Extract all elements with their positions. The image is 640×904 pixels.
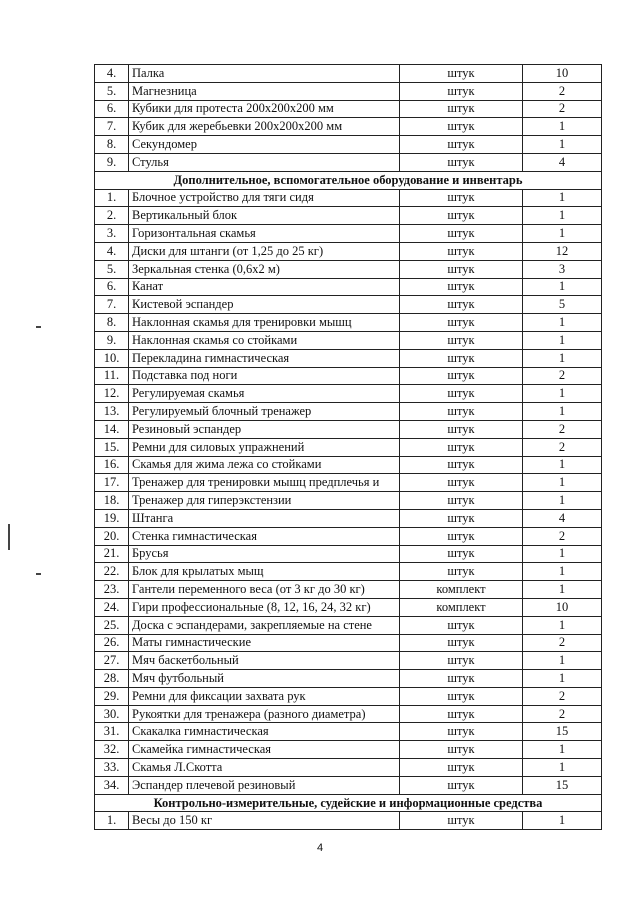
unit-cell: штук [400, 812, 523, 830]
unit-cell: штук [400, 616, 523, 634]
item-name: Скамья для жима лежа со стойками [129, 456, 400, 474]
table-row [95, 349, 602, 367]
unit-cell: штук [400, 509, 523, 527]
item-name: Регулируемый блочный тренажер [129, 403, 400, 421]
row-number: 29. [95, 687, 129, 705]
item-name: Резиновый эспандер [129, 420, 400, 438]
item-name: Весы до 150 кг [129, 812, 400, 830]
row-number: 4. [95, 65, 129, 83]
table-row [95, 136, 602, 154]
table-row [95, 100, 602, 118]
quantity-cell: 2 [523, 687, 602, 705]
item-name: Кубики для протеста 200х200х200 мм [129, 100, 400, 118]
quantity-cell: 1 [523, 474, 602, 492]
table-row [95, 260, 602, 278]
section-title: Контрольно-измерительные, судейские и информационные средства [95, 794, 602, 812]
item-name: Брусья [129, 545, 400, 563]
equipment-table-body [95, 65, 602, 830]
equipment-table [94, 64, 602, 830]
quantity-cell: 10 [523, 65, 602, 83]
quantity-cell: 1 [523, 492, 602, 510]
table-row [95, 207, 602, 225]
unit-cell: штук [400, 705, 523, 723]
row-number: 15. [95, 438, 129, 456]
table-row [95, 278, 602, 296]
table-row [95, 118, 602, 136]
quantity-cell: 1 [523, 563, 602, 581]
table-row [95, 509, 602, 527]
quantity-cell: 4 [523, 153, 602, 171]
row-number: 7. [95, 118, 129, 136]
unit-cell: штук [400, 260, 523, 278]
table-row [95, 225, 602, 243]
quantity-cell: 1 [523, 207, 602, 225]
quantity-cell: 1 [523, 349, 602, 367]
table-row [95, 776, 602, 794]
table-row [95, 314, 602, 332]
unit-cell: штук [400, 403, 523, 421]
item-name: Зеркальная стенка (0,6х2 м) [129, 260, 400, 278]
row-number: 5. [95, 82, 129, 100]
item-name: Палка [129, 65, 400, 83]
quantity-cell: 12 [523, 242, 602, 260]
row-number: 22. [95, 563, 129, 581]
unit-cell: штук [400, 349, 523, 367]
quantity-cell: 1 [523, 545, 602, 563]
item-name: Подставка под ноги [129, 367, 400, 385]
unit-cell: штук [400, 741, 523, 759]
row-number: 8. [95, 136, 129, 154]
unit-cell: штук [400, 314, 523, 332]
item-name: Тренажер для гиперэкстензии [129, 492, 400, 510]
unit-cell: штук [400, 296, 523, 314]
unit-cell: штук [400, 456, 523, 474]
item-name: Эспандер плечевой резиновый [129, 776, 400, 794]
unit-cell: штук [400, 385, 523, 403]
item-name: Магнезница [129, 82, 400, 100]
scan-mark [36, 326, 41, 328]
table-row [95, 723, 602, 741]
quantity-cell: 15 [523, 776, 602, 794]
table-row [95, 153, 602, 171]
quantity-cell: 1 [523, 741, 602, 759]
table-row [95, 82, 602, 100]
table-row [95, 438, 602, 456]
table-row [95, 616, 602, 634]
item-name: Маты гимнастические [129, 634, 400, 652]
row-number: 27. [95, 652, 129, 670]
item-name: Скакалка гимнастическая [129, 723, 400, 741]
unit-cell: штук [400, 331, 523, 349]
unit-cell: штук [400, 563, 523, 581]
unit-cell: штук [400, 670, 523, 688]
quantity-cell: 3 [523, 260, 602, 278]
row-number: 10. [95, 349, 129, 367]
table-row [95, 598, 602, 616]
unit-cell: штук [400, 82, 523, 100]
item-name: Стенка гимнастическая [129, 527, 400, 545]
quantity-cell: 1 [523, 278, 602, 296]
unit-cell: штук [400, 687, 523, 705]
item-name: Горизонтальная скамья [129, 225, 400, 243]
unit-cell: штук [400, 65, 523, 83]
quantity-cell: 2 [523, 100, 602, 118]
item-name: Блочное устройство для тяги сидя [129, 189, 400, 207]
table-row [95, 545, 602, 563]
unit-cell: штук [400, 652, 523, 670]
item-name: Наклонная скамья со стойками [129, 331, 400, 349]
quantity-cell: 4 [523, 509, 602, 527]
row-number: 8. [95, 314, 129, 332]
row-number: 26. [95, 634, 129, 652]
scan-mark [8, 524, 10, 550]
table-row [95, 634, 602, 652]
quantity-cell: 1 [523, 403, 602, 421]
quantity-cell: 15 [523, 723, 602, 741]
row-number: 12. [95, 385, 129, 403]
row-number: 6. [95, 100, 129, 118]
item-name: Тренажер для тренировки мышц предплечья и [129, 474, 400, 492]
item-name: Рукоятки для тренажера (разного диаметра) [129, 705, 400, 723]
item-name: Вертикальный блок [129, 207, 400, 225]
item-name: Гири профессиональные (8, 12, 16, 24, 32 кг) [129, 598, 400, 616]
scan-mark [36, 573, 41, 575]
item-name: Блок для крылатых мыщ [129, 563, 400, 581]
unit-cell: штук [400, 225, 523, 243]
row-number: 24. [95, 598, 129, 616]
quantity-cell: 1 [523, 136, 602, 154]
unit-cell: штук [400, 545, 523, 563]
item-name: Кубик для жеребьевки 200х200х200 мм [129, 118, 400, 136]
unit-cell: штук [400, 438, 523, 456]
table-row [95, 65, 602, 83]
row-number: 11. [95, 367, 129, 385]
quantity-cell: 1 [523, 385, 602, 403]
row-number: 16. [95, 456, 129, 474]
item-name: Скамья Л.Скотта [129, 759, 400, 777]
unit-cell: штук [400, 136, 523, 154]
quantity-cell: 1 [523, 189, 602, 207]
table-row [95, 456, 602, 474]
row-number: 20. [95, 527, 129, 545]
unit-cell: штук [400, 776, 523, 794]
item-name: Скамейка гимнастическая [129, 741, 400, 759]
item-name: Наклонная скамья для тренировки мышц [129, 314, 400, 332]
unit-cell: штук [400, 207, 523, 225]
quantity-cell: 1 [523, 456, 602, 474]
quantity-cell: 2 [523, 367, 602, 385]
row-number: 17. [95, 474, 129, 492]
table-row [95, 420, 602, 438]
unit-cell: штук [400, 474, 523, 492]
section-title: Дополнительное, вспомогательное оборудование и инвентарь [95, 171, 602, 189]
unit-cell: штук [400, 759, 523, 777]
row-number: 7. [95, 296, 129, 314]
table-row [95, 652, 602, 670]
quantity-cell: 2 [523, 420, 602, 438]
unit-cell: штук [400, 420, 523, 438]
row-number: 23. [95, 581, 129, 599]
table-row [95, 492, 602, 510]
unit-cell: штук [400, 492, 523, 510]
row-number: 30. [95, 705, 129, 723]
table-row [95, 759, 602, 777]
quantity-cell: 1 [523, 118, 602, 136]
unit-cell: комплект [400, 581, 523, 599]
unit-cell: штук [400, 527, 523, 545]
table-row [95, 331, 602, 349]
row-number: 33. [95, 759, 129, 777]
row-number: 1. [95, 812, 129, 830]
quantity-cell: 1 [523, 670, 602, 688]
row-number: 4. [95, 242, 129, 260]
item-name: Доска с эспандерами, закрепляемые на стене [129, 616, 400, 634]
quantity-cell: 2 [523, 438, 602, 456]
row-number: 21. [95, 545, 129, 563]
row-number: 28. [95, 670, 129, 688]
row-number: 9. [95, 331, 129, 349]
table-row [95, 741, 602, 759]
table-row [95, 385, 602, 403]
unit-cell: штук [400, 723, 523, 741]
item-name: Мяч баскетбольный [129, 652, 400, 670]
row-number: 25. [95, 616, 129, 634]
unit-cell: штук [400, 189, 523, 207]
item-name: Ремни для силовых упражнений [129, 438, 400, 456]
item-name: Секундомер [129, 136, 400, 154]
quantity-cell: 2 [523, 634, 602, 652]
quantity-cell: 1 [523, 581, 602, 599]
item-name: Диски для штанги (от 1,25 до 25 кг) [129, 242, 400, 260]
table-row [95, 296, 602, 314]
quantity-cell: 1 [523, 759, 602, 777]
table-row [95, 403, 602, 421]
row-number: 5. [95, 260, 129, 278]
row-number: 14. [95, 420, 129, 438]
quantity-cell: 2 [523, 82, 602, 100]
section-header-row [95, 794, 602, 812]
item-name: Канат [129, 278, 400, 296]
row-number: 3. [95, 225, 129, 243]
row-number: 31. [95, 723, 129, 741]
item-name: Мяч футбольный [129, 670, 400, 688]
row-number: 13. [95, 403, 129, 421]
item-name: Гантели переменного веса (от 3 кг до 30 кг) [129, 581, 400, 599]
page-number: 4 [316, 842, 324, 854]
row-number: 2. [95, 207, 129, 225]
row-number: 1. [95, 189, 129, 207]
table-row [95, 189, 602, 207]
unit-cell: штук [400, 153, 523, 171]
unit-cell: штук [400, 100, 523, 118]
table-row [95, 563, 602, 581]
quantity-cell: 1 [523, 652, 602, 670]
quantity-cell: 1 [523, 314, 602, 332]
quantity-cell: 1 [523, 616, 602, 634]
row-number: 19. [95, 509, 129, 527]
item-name: Штанга [129, 509, 400, 527]
item-name: Кистевой эспандер [129, 296, 400, 314]
quantity-cell: 2 [523, 705, 602, 723]
unit-cell: штук [400, 367, 523, 385]
unit-cell: штук [400, 242, 523, 260]
table-row [95, 242, 602, 260]
quantity-cell: 2 [523, 527, 602, 545]
table-row [95, 367, 602, 385]
table-row [95, 527, 602, 545]
table-row [95, 687, 602, 705]
table-row [95, 581, 602, 599]
unit-cell: комплект [400, 598, 523, 616]
row-number: 6. [95, 278, 129, 296]
row-number: 32. [95, 741, 129, 759]
unit-cell: штук [400, 634, 523, 652]
item-name: Ремни для фиксации захвата рук [129, 687, 400, 705]
quantity-cell: 1 [523, 331, 602, 349]
item-name: Стулья [129, 153, 400, 171]
quantity-cell: 10 [523, 598, 602, 616]
quantity-cell: 5 [523, 296, 602, 314]
row-number: 34. [95, 776, 129, 794]
item-name: Перекладина гимнастическая [129, 349, 400, 367]
table-row [95, 812, 602, 830]
table-row [95, 474, 602, 492]
unit-cell: штук [400, 118, 523, 136]
quantity-cell: 1 [523, 812, 602, 830]
item-name: Регулируемая скамья [129, 385, 400, 403]
quantity-cell: 1 [523, 225, 602, 243]
table-row [95, 670, 602, 688]
unit-cell: штук [400, 278, 523, 296]
row-number: 9. [95, 153, 129, 171]
section-header-row [95, 171, 602, 189]
table-row [95, 705, 602, 723]
row-number: 18. [95, 492, 129, 510]
